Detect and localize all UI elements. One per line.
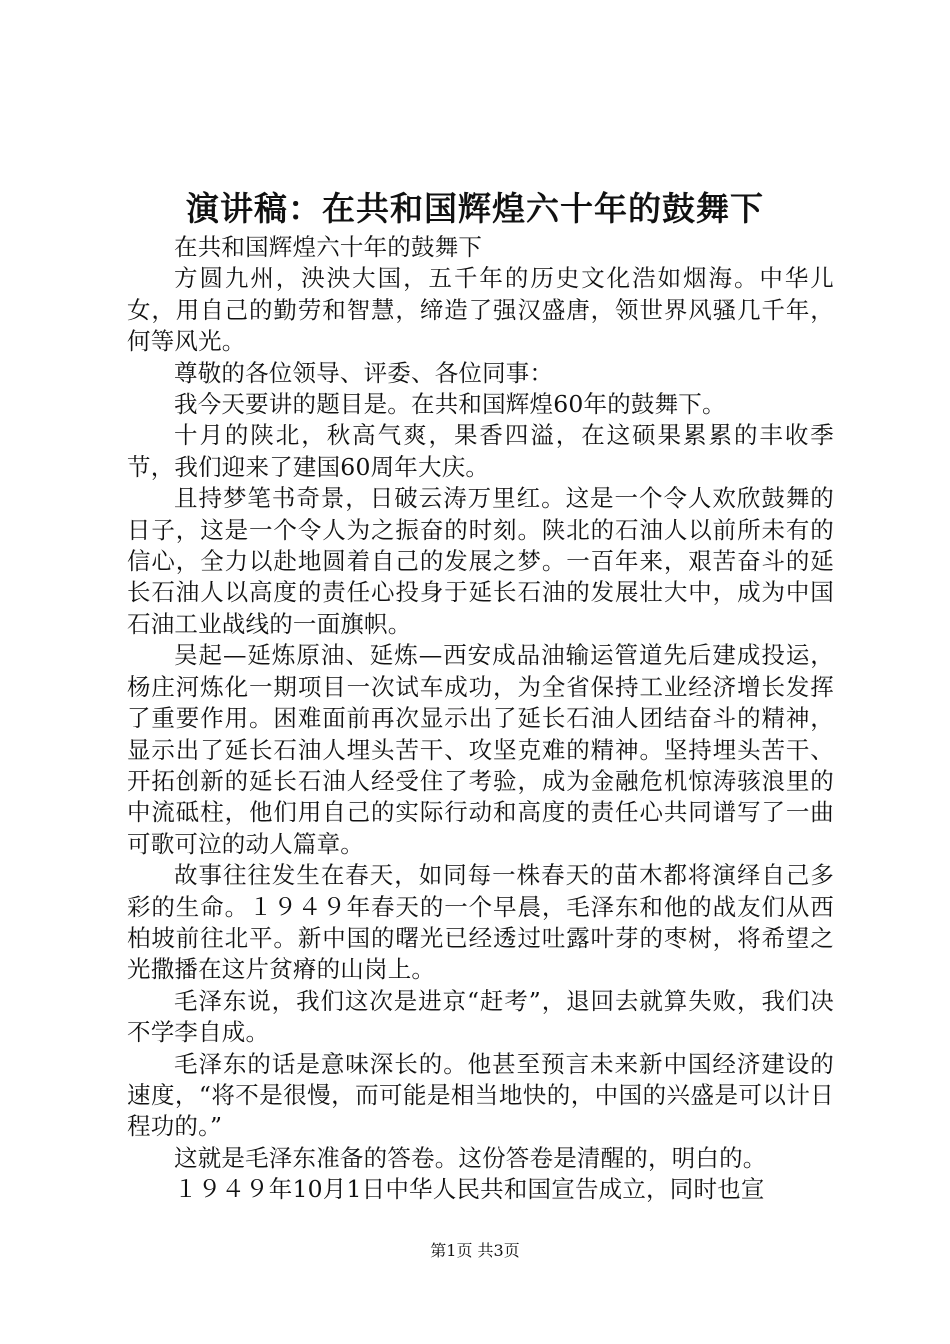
paragraph: 方圆九州，泱泱大国，五千年的历史文化浩如烟海。中华儿女，用自己的勤劳和智慧，缔造了强汉盛唐，领世界风骚几千年，何等风光。 (127, 264, 834, 356)
paragraph: 毛泽东说，我们这次是进京“赶考”，退回去就算失败，我们决不学李自成。 (127, 986, 834, 1047)
paragraph: 我今天要讲的题目是。在共和国辉煌60年的鼓舞下。 (174, 390, 726, 419)
paragraph: 且持梦笔书奇景，日破云涛万里红。这是一个令人欢欣鼓舞的日子，这是一个令人为之振奋的时刻。陕北的石油人以前所未有的信心，全力以赴地圆着自己的发展之梦。一百年来，艰苦奋斗的延长石油人以高度的责任心投身于延长石油的发展壮大中，成为中国石油工业战线的一面旗帜。 (127, 484, 834, 638)
paragraph: 故事往往发生在春天，如同每一株春天的苗木都将演绎自己多彩的生命。１９４９年春天的一个早晨，毛泽东和他的战友们从西柏坡前往北平。新中国的曙光已经透过吐露叶芽的枣树，将希望之光撒播在这片贫瘠的山岗上。 (127, 861, 834, 984)
page-footer: 第1页 共3页 (430, 1241, 520, 1260)
paragraph: 吴起—延炼原油、延炼—西安成品油输运管道先后建成投运，杨庄河炼化一期项目一次试车成功，为全省保持工业经济增长发挥了重要作用。困难面前再次显示出了延长石油人团结奋斗的精神，显示出了延长石油人埋头苦干、攻坚克难的精神。坚持埋头苦干、开拓创新的延长石油人经受住了考验，成为金融危机惊涛骇浪里的中流砥柱，他们用自己的实际行动和高度的责任心共同谱写了一曲可歌可泣的动人篇章。 (127, 641, 834, 858)
document-title: 演讲稿：在共和国辉煌六十年的鼓舞下 (186, 189, 764, 228)
paragraph: 尊敬的各位领导、评委、各位同事： (174, 358, 554, 387)
paragraph: １９４９年10月1日中华人民共和国宣告成立，同时也宣 (174, 1175, 765, 1204)
paragraph: 在共和国辉煌六十年的鼓舞下 (174, 233, 483, 261)
paragraph: 这就是毛泽东准备的答卷。这份答卷是清醒的，明白的。 (174, 1143, 767, 1172)
paragraph: 毛泽东的话是意味深长的。他甚至预言未来新中国经济建设的速度，“将不是很慢，而可能是相当地快的，中国的兴盛是可以计日程功的。” (127, 1049, 834, 1141)
paragraph: 十月的陕北，秋高气爽，果香四溢，在这硕果累累的丰收季节，我们迎来了建国60周年大庆。 (127, 421, 834, 481)
document-body (127, 232, 834, 1206)
